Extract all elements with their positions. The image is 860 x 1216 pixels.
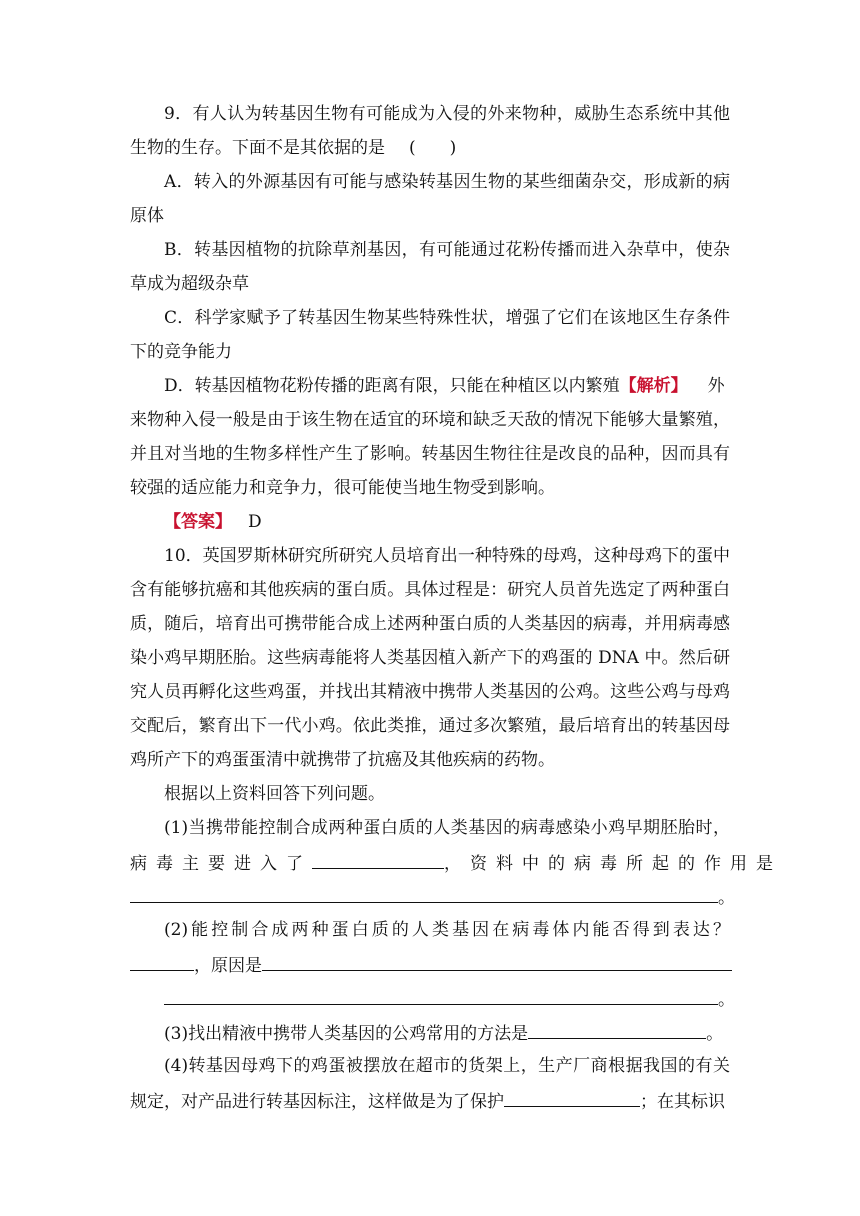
q10-sub3-text: (3)找出精液中携带人类基因的公鸡常用的方法是 (164, 1024, 529, 1044)
q10-sub2-reason-label: ，原因是 (194, 956, 262, 976)
q10-sub2-blank-2[interactable] (262, 952, 732, 971)
q10-sub3-line (164, 1020, 730, 1046)
q9-option-b-line-2: 草成为超级杂草 (130, 274, 249, 294)
q9-option-d-line (164, 374, 730, 398)
q9-analysis-label: 【解析】 (619, 376, 688, 396)
q10-sub2-line-1: (2)能控制合成两种蛋白质的人类基因在病毒体内能否得到表达？ (164, 920, 730, 940)
q10-sub4-line-1: (4)转基因母鸡下的鸡蛋被摆放在超市的货架上，生产厂商根据我国的有关 (164, 1056, 730, 1076)
q10-text-line-7: 鸡所产下的鸡蛋蛋清中就携带了抗癌及其他疾病的药物。 (130, 750, 555, 770)
q10-text-line-1: 10．英国罗斯林研究所研究人员培育出一种特殊的母鸡，这种母鸡下的蛋中 (164, 546, 730, 566)
q10-sub2-end: 。 (718, 990, 735, 1010)
q9-analysis-line-3: 并且对当地的生物多样性产生了影响。转基因生物往往是改良的品种，因而具有 (130, 444, 730, 464)
q9-text-line-2-text: 生物的生存。下面不是其依据的是 (130, 138, 385, 158)
q10-sub3-blank[interactable] (528, 1020, 706, 1039)
q10-sub4-line-2 (130, 1088, 730, 1114)
q9-option-b-line-1: B．转基因植物的抗除草剂基因，有可能通过花粉传播而进入杂草中，使杂 (164, 240, 730, 260)
q10-sub3-end: 。 (706, 1024, 724, 1044)
q9-analysis-line-2: 来物种入侵一般是由于该生物在适宜的环境和缺乏天敌的情况下能够大量繁殖， (130, 410, 730, 430)
q9-analysis-start: 外 (707, 376, 725, 396)
q10-sub2-line-3 (164, 986, 735, 1012)
q10-sub1-end: 。 (718, 888, 735, 908)
q10-text-line-6: 交配后，繁育出下一代小鸡。依此类推，通过多次繁殖，最后培育出的转基因母 (130, 716, 730, 736)
q10-sub4-blank[interactable] (504, 1088, 640, 1107)
q10-sub2-line-2 (130, 952, 730, 978)
q10-instruction: 根据以上资料回答下列问题。 (164, 784, 385, 804)
q10-text-line-4: 染小鸡早期胚胎。这些病毒能将人类基因植入新产下的鸡蛋的 DNA 中。然后研 (130, 648, 730, 668)
q10-sub4-part-b: ；在其标识 (640, 1092, 725, 1112)
q9-option-a-line-1: A．转入的外源基因有可能与感染转基因生物的某些细菌杂交，形成新的病 (164, 172, 730, 192)
q10-sub2-blank-1[interactable] (130, 952, 194, 971)
q9-option-d-text: D．转基因植物花粉传播的距离有限，只能在种植区以内繁殖 (164, 376, 620, 396)
q10-sub1-blank-2[interactable] (130, 884, 718, 903)
q9-option-c-line-1: C．科学家赋予了转基因生物某些特殊性状，增强了它们在该地区生存条件 (164, 308, 730, 328)
q10-sub1-line-2 (130, 850, 782, 876)
q10-sub2-blank-3[interactable] (164, 986, 718, 1005)
q9-text-line-2 (130, 136, 730, 160)
q10-sub1-line-1: (1)当携带能控制合成两种蛋白质的人类基因的病毒感染小鸡早期胚胎时， (164, 818, 730, 838)
q10-sub1-line-3 (130, 884, 735, 910)
q9-answer-value: D (248, 512, 262, 532)
q9-option-c-line-2: 下的竞争能力 (130, 342, 232, 362)
q9-answer-bracket: ( ) (409, 138, 457, 158)
q10-sub1-part-a: 病毒主要进入了 (130, 854, 312, 874)
q9-answer-line (164, 510, 730, 534)
q9-analysis-line-4: 较强的适应能力和竞争力，很可能使当地生物受到影响。 (130, 478, 555, 498)
q9-answer-label: 【答案】 (164, 512, 232, 532)
q10-text-line-5: 究人员再孵化这些鸡蛋，并找出其精液中携带人类基因的公鸡。这些公鸡与母鸡 (130, 682, 730, 702)
q10-text-line-3: 质，随后，培育出可携带能合成上述两种蛋白质的人类基因的病毒，并用病毒感 (130, 614, 730, 634)
q10-sub4-part-a: 规定，对产品进行转基因标注，这样做是为了保护 (130, 1092, 504, 1112)
q9-option-a-line-2: 原体 (130, 206, 164, 226)
q10-text-line-2: 含有能够抗癌和其他疾病的蛋白质。具体过程是：研究人员首先选定了两种蛋白 (130, 580, 730, 600)
q10-sub1-blank-1[interactable] (312, 850, 444, 869)
q9-text-line-1: 9．有人认为转基因生物有可能成为入侵的外来物种，威胁生态系统中其他 (164, 104, 730, 124)
q10-sub1-part-b: ，资料中的病毒所起的作用是 (444, 854, 782, 874)
